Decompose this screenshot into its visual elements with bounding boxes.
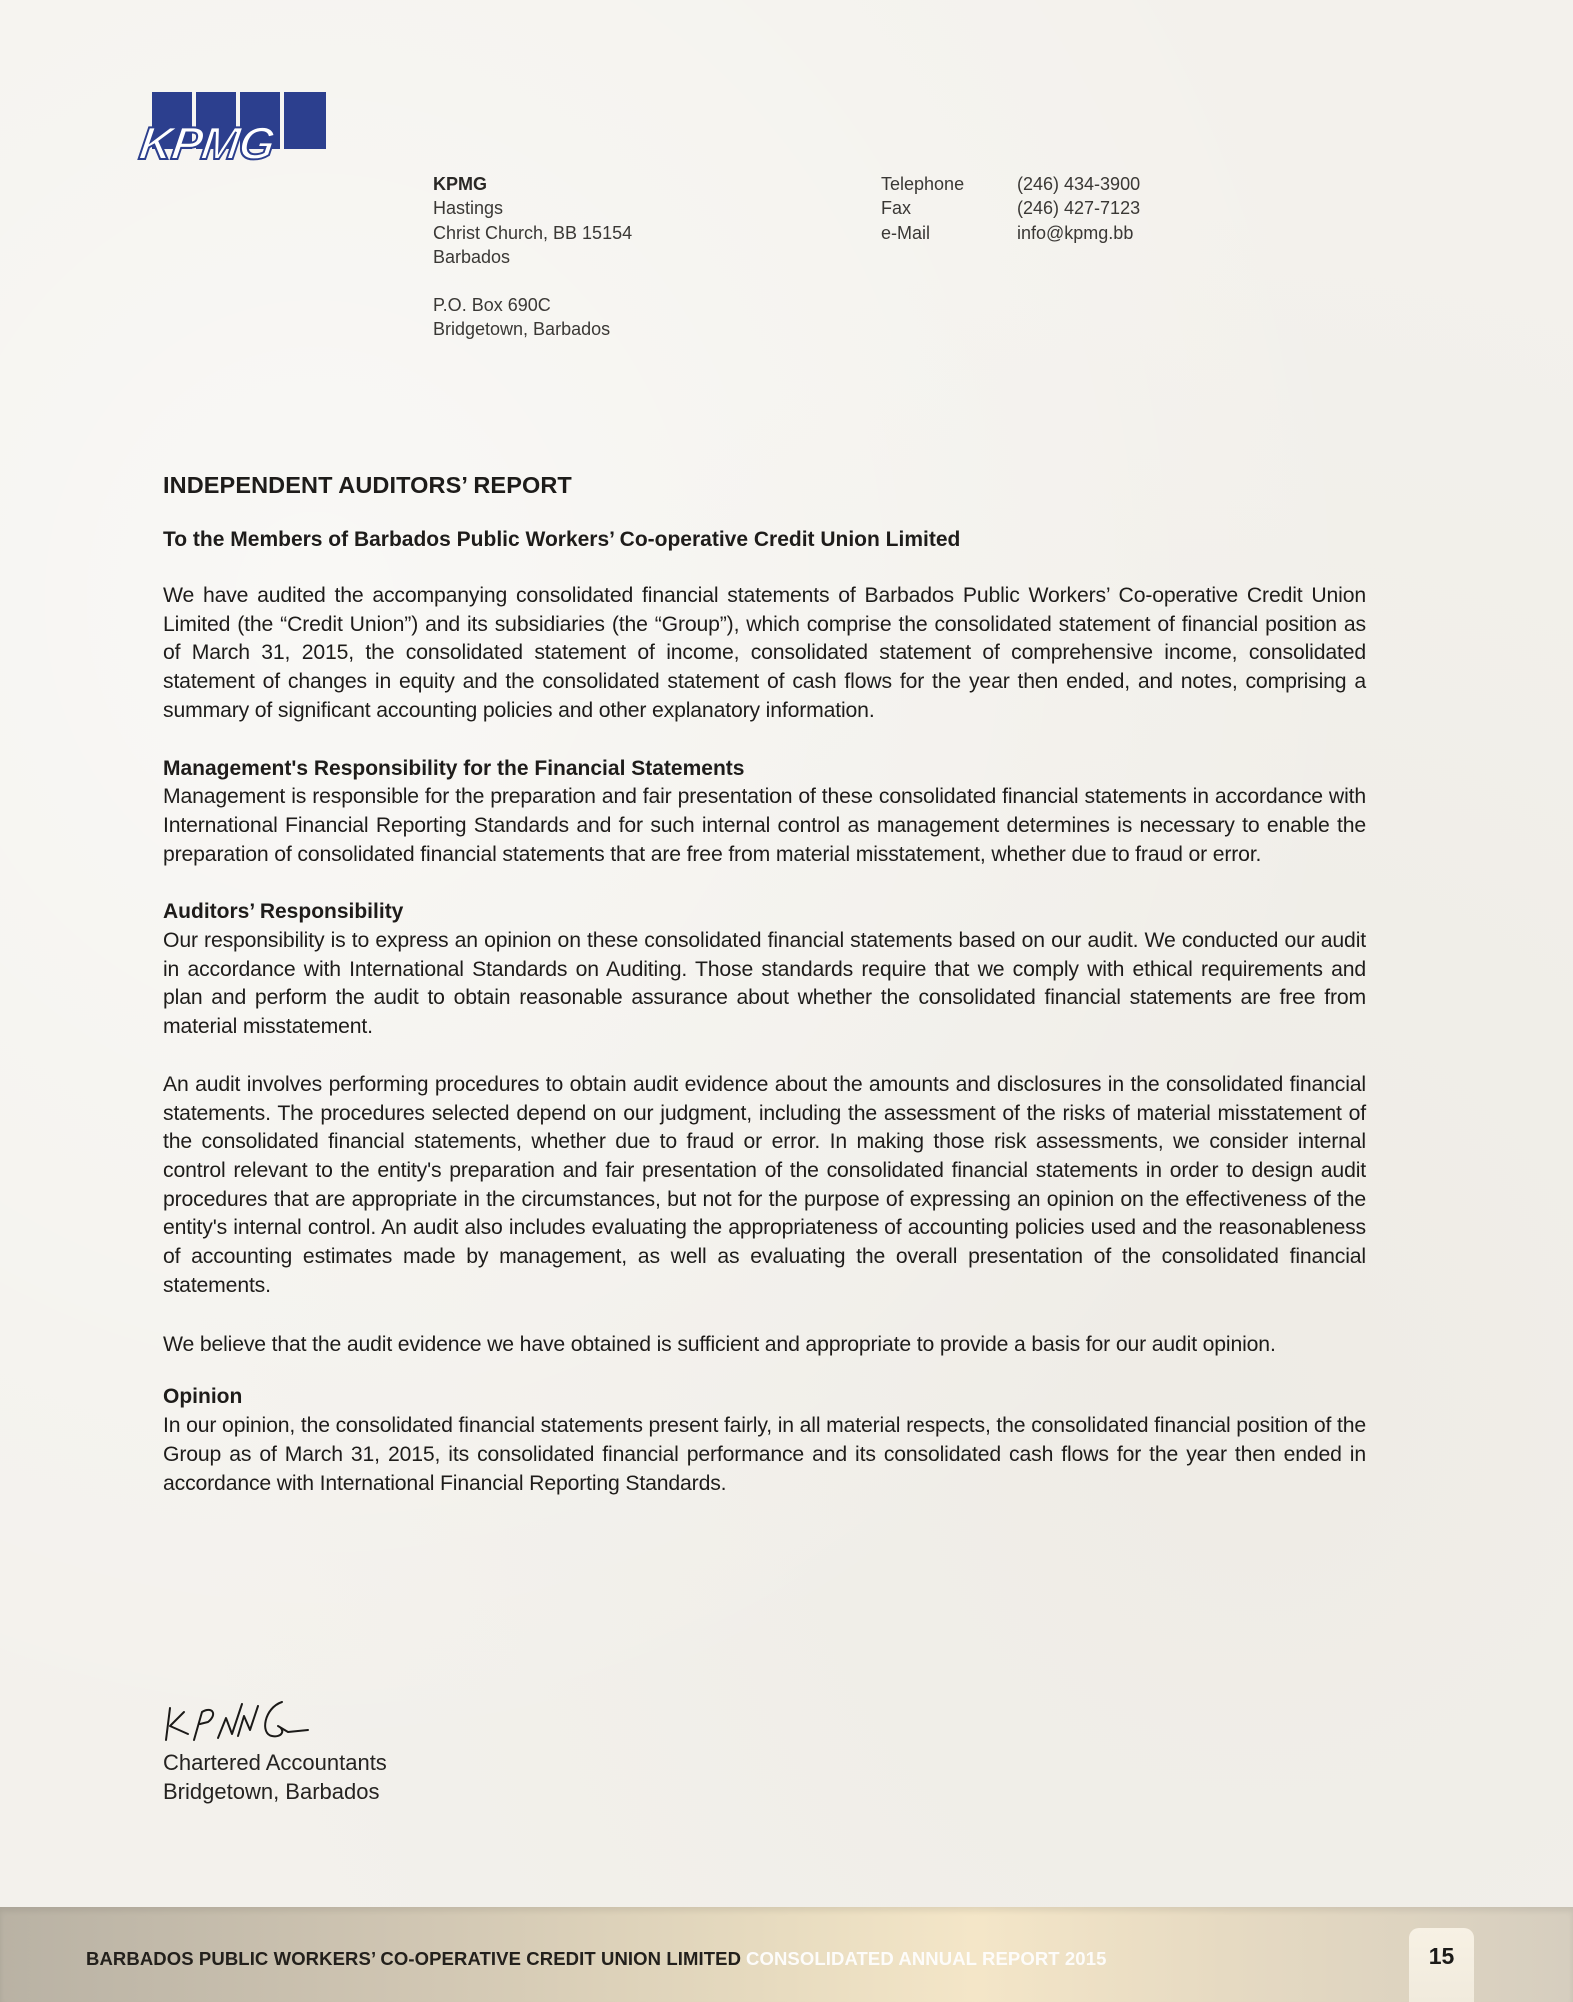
section-paragraph: Our responsibility is to express an opinion on these consolidated financial statements based on our audit. We conducted our audit in accordance with International Standards on Auditing. Those standards require that we comply with ethical requirements and plan and perform the audit to obtain reasonable assurance about whether the consolidated financial statements are free from material misstatement. — [163, 929, 1366, 1039]
footer-report-name: CONSOLIDATED ANNUAL REPORT 2015 — [746, 1948, 1107, 1969]
contact-label: Fax — [881, 198, 912, 219]
page-footer — [0, 1907, 1573, 2002]
signature-line: Bridgetown, Barbados — [163, 1779, 380, 1804]
address-line: Christ Church, BB 15154 — [433, 222, 633, 243]
opinion-section — [163, 1383, 1366, 1498]
firm-address — [433, 172, 632, 342]
intro-paragraph: We have audited the accompanying consolidated financial statements of Barbados Public Workers’ Co-operative Credit Union Limited (the “Credit Union”) and its subsidiaries (the “Group”), which comprise the consolidated statement of financial position as of March 31, 2015, the consolidated statement of income, consolidated statement of comprehensive income, consolidated statement of changes in equity and the consolidated statement of cash flows for the year then ended, and notes, comprising a summary of significant accounting policies and other explanatory information. — [163, 584, 1366, 722]
po-box-line: P.O. Box 690C — [433, 295, 551, 316]
logo-block — [284, 92, 326, 149]
contact-value: (246) 434-3900 — [1017, 174, 1141, 194]
section-paragraph: We believe that the audit evidence we have obtained is sufficient and appropriate to provide a basis for our audit opinion. — [163, 1333, 1276, 1357]
signature-line: Chartered Accountants — [163, 1750, 387, 1775]
signature-block — [163, 1748, 387, 1806]
address-line: Hastings — [433, 198, 504, 219]
section-paragraph: An audit involves performing procedures to obtain audit evidence about the amounts and disclosures in the consolidated financial statements. The procedures selected depend on our judgment, including the assessment of the risks of material misstatement of the consolidated financial statements, whether due to fraud or error. In making those risk assessments, we consider internal control relevant to the entity's preparation and fair presentation of the consolidated financial statements in order to design audit procedures that are appropriate in the circumstances, but not for the purpose of expressing an opinion on the effectiveness of the entity's internal control. An audit also includes evaluating the appropriateness of accounting policies used and the reasonableness of accounting estimates made by management, as well as evaluating the overall presentation of the consolidated financial statements. — [163, 1072, 1366, 1297]
po-box-line: Bridgetown, Barbados — [433, 319, 611, 340]
signature-icon — [160, 1690, 320, 1750]
contact-label: e-Mail — [881, 222, 931, 243]
section-heading: Opinion — [163, 1385, 243, 1409]
firm-contact — [881, 172, 1140, 245]
section-paragraph: Management is responsible for the preparation and fair presentation of these consolidated financial statements in accordance with International Financial Reporting Standards and for such internal control as management determines is necessary to enable the preparation of consolidated financial statements that are free from material misstatement, whether due to fraud or error. — [163, 785, 1366, 866]
auditors-section — [163, 898, 1366, 1361]
kpmg-logo — [136, 90, 330, 169]
page-number: 15 — [1428, 1943, 1455, 1969]
report-title: INDEPENDENT AUDITORS’ REPORT — [163, 472, 572, 498]
report-body — [163, 470, 1366, 1498]
page-number-tab — [1409, 1928, 1474, 2002]
management-section — [163, 755, 1366, 870]
contact-value: info@kpmg.bb — [1017, 222, 1134, 243]
section-paragraph: In our opinion, the consolidated financial statements present fairly, in all material respects, the consolidated financial position of the Group as of March 31, 2015, its consolidated financial performance and its consolidated cash flows for the year then ended in accordance with International Financial Reporting Standards. — [163, 1414, 1366, 1495]
contact-email — [881, 221, 1140, 245]
address-line: Barbados — [433, 246, 511, 267]
section-heading: Auditors’ Responsibility — [163, 900, 404, 924]
contact-telephone — [881, 172, 1140, 196]
logo-wordmark: KPMG — [136, 117, 278, 169]
contact-label: Telephone — [881, 174, 965, 194]
handwritten-signature — [160, 1690, 320, 1750]
section-heading: Management's Responsibility for the Financial Statements — [163, 756, 745, 780]
report-addressee: To the Members of Barbados Public Workers’ Co-operative Credit Union Limited — [163, 528, 961, 551]
firm-name: KPMG — [433, 174, 487, 194]
contact-fax — [881, 196, 1140, 220]
footer-organization: BARBADOS PUBLIC WORKERS’ CO-OPERATIVE CREDIT UNION LIMITED — [86, 1948, 742, 1969]
contact-value: (246) 427-7123 — [1017, 198, 1141, 219]
